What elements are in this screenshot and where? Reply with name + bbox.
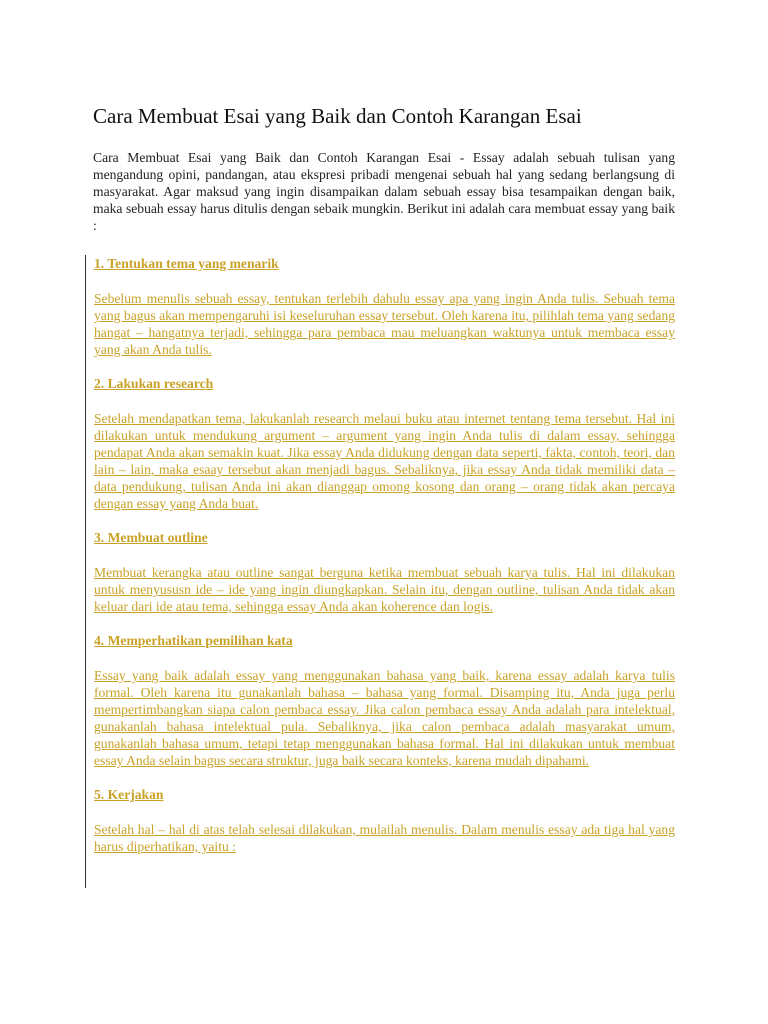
section-heading-link[interactable]: 5. Kerjakan xyxy=(94,787,164,802)
section-heading-link[interactable]: 2. Lakukan research xyxy=(94,376,214,391)
section-heading-link[interactable]: 4. Memperhatikan pemilihan kata xyxy=(94,633,293,648)
section-heading-link[interactable]: 3. Membuat outline xyxy=(94,530,208,545)
section-5 xyxy=(94,786,675,855)
section-4 xyxy=(94,632,675,769)
section-heading-link[interactable]: 1. Tentukan tema yang menarik xyxy=(94,256,279,271)
document-content xyxy=(93,104,675,888)
section-body-link[interactable]: Sebelum menulis sebuah essay, tentukan terlebih dahulu essay apa yang ingin Anda tulis. Sebuah tema yang bagus akan mempengaruhi isi keseluruhan essay tersebut. Oleh karena itu, pilihlah tema yang sedang hangat – hangatnya terjadi, sehingga para pembaca mau meluangkan waktunya untuk membaca essay yang akan Anda tulis. xyxy=(94,291,675,357)
section-body-link[interactable]: Setelah hal – hal di atas telah selesai dilakukan, mulailah menulis. Dalam menulis essay ada tiga hal yang harus diperhatikan, yaitu : xyxy=(94,822,675,854)
document-title: Cara Membuat Esai yang Baik dan Contoh Karangan Esai xyxy=(93,104,582,128)
section-1 xyxy=(94,255,675,358)
section-2 xyxy=(94,375,675,512)
section-body-link[interactable]: Essay yang baik adalah essay yang menggunakan bahasa yang baik, karena essay adalah karya tulis formal. Oleh karena itu gunakanlah bahasa – bahasa yang formal. Disamping itu, Anda juga perlu mempertimbangkan siapa calon pembaca essay. Jika calon pembaca essay Anda adalah para intelektual, gunakanlah bahasa intelektual pula. Sebaliknya, jika calon pembaca adalah masyarakat umum, gunakanlah bahasa umum, tetapi tetap menggunakan bahasa formal. Hal ini dilakukan untuk membuat essay Anda selain bagus secara struktur, juga baik secara konteks, karena mudah dipahami. xyxy=(94,668,675,768)
section-3 xyxy=(94,529,675,615)
blockquote-steps xyxy=(85,255,675,888)
section-body-link[interactable]: Setelah mendapatkan tema, lakukanlah research melaui buku atau internet tentang tema tersebut. Hal ini dilakukan untuk mendukung argument – argument yang ingin Anda tulis di dalam essay, sehingga pendapat Anda akan semakin kuat. Jika essay Anda didukung dengan data seperti, fakta, contoh, teori, dan lain – lain, maka esaay tersebut akan menjadi bagus. Sebaliknya, jika essay Anda tidak memiliki data – data pendukung, tulisan Anda ini akan dianggap omong kosong dan orang – orang tidak akan percaya dengan essay yang Anda buat. xyxy=(94,411,675,511)
intro-paragraph: Cara Membuat Esai yang Baik dan Contoh Karangan Esai - Essay adalah sebuah tulisan yang mengandung opini, pandangan, atau ekspresi pribadi mengenai sebuah hal yang sedang berlangsung di masyarakat. Agar maksud yang ingin disampaikan dalam sebuah essay bisa tesampaikan dengan baik, maka sebuah essay harus ditulis dengan sebaik mungkin. Berikut ini adalah cara membuat essay yang baik : xyxy=(93,150,675,233)
section-body-link[interactable]: Membuat kerangka atau outline sangat berguna ketika membuat sebuah karya tulis. Hal ini dilakukan untuk menyususn ide – ide yang ingin diungkapkan. Selain itu, dengan outline, tulisan Anda tidak akan keluar dari ide atau tema, sehingga essay Anda akan koherence dan logis. xyxy=(94,565,675,614)
